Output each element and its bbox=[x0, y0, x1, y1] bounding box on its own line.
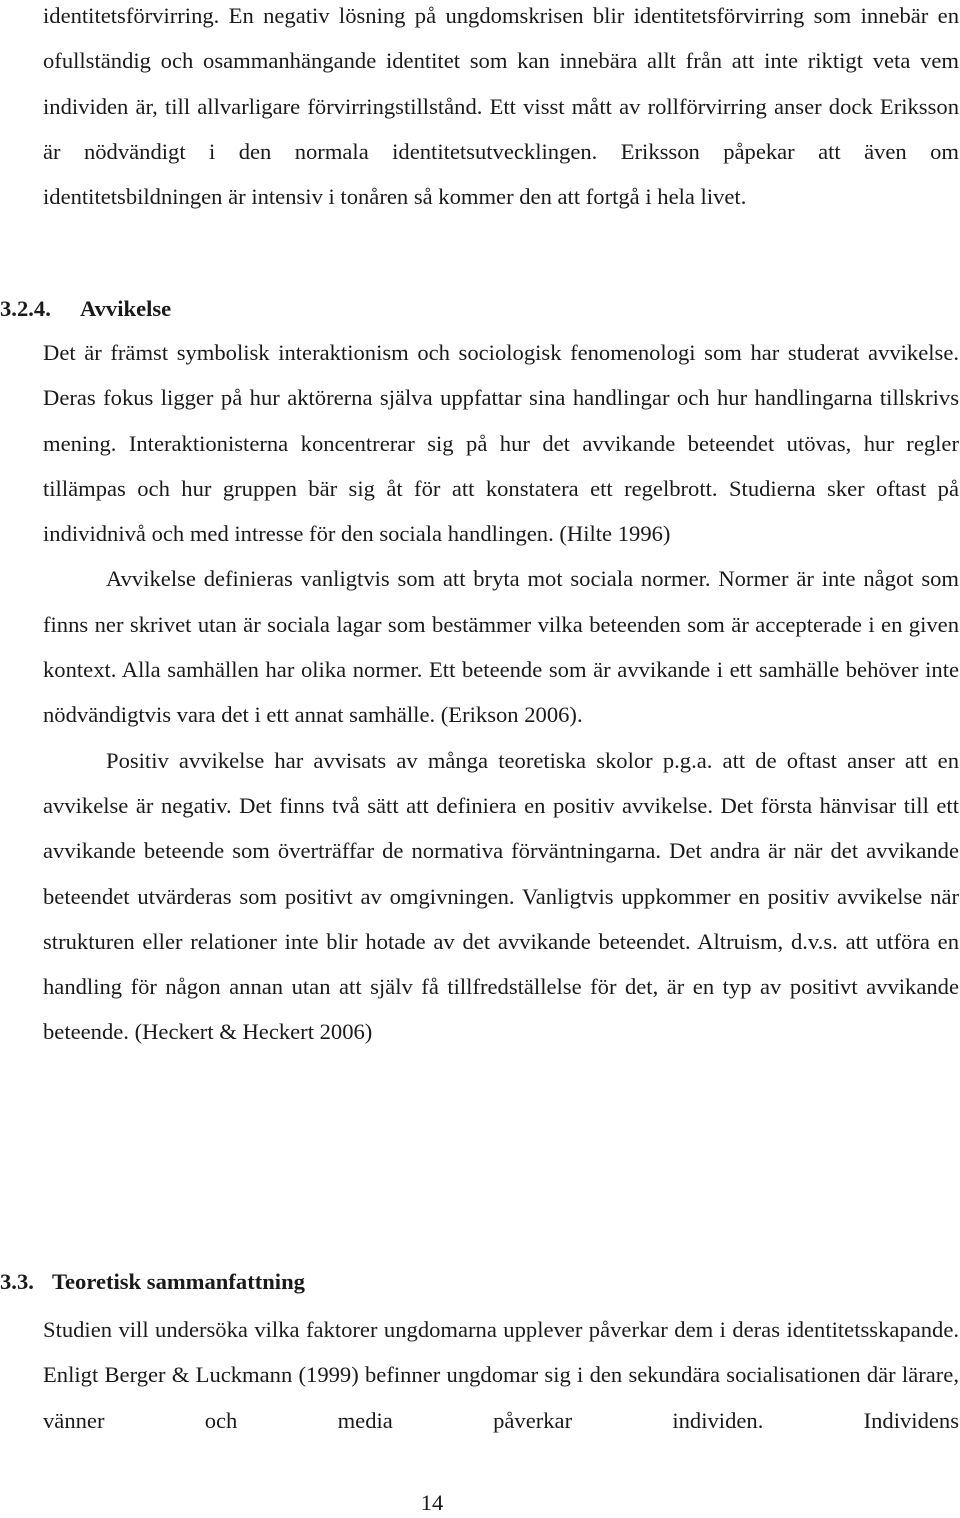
intro-block bbox=[43, 0, 959, 219]
avvikelse-paragraph-3: Positiv avvikelse har avvisats av många teoretiska skolor p.g.a. att de oftast anser att en avvikelse är negativ. Det finns två sätt att definiera en positiv avvikelse. Det första hänvisar till ett avvikande beteende som överträffar de normativa förväntningarna. Det andra är när det avvikande beteendet utvärderas som positivt av omgivningen. Vanligtvis uppkommer en positiv avvikelse när strukturen eller relationer inte blir hotade av det avvikande beteendet. Altruism, d.v.s. att utföra en handling för någon annan utan att själv få tillfredställelse för det, är en typ av positivt avvikande beteende. (Heckert & Heckert 2006) bbox=[43, 747, 959, 1045]
page-number bbox=[0, 1488, 960, 1518]
section-heading-avvikelse bbox=[0, 294, 171, 324]
section-title: Avvikelse bbox=[80, 296, 172, 321]
section-title: Teoretisk sammanfattning bbox=[52, 1269, 305, 1294]
intro-paragraph: identitetsförvirring. En negativ lösning på ungdomskrisen blir identitetsförvirring som innebär en ofullständig och osammanhängande identitet som kan innebära allt från att inte riktigt veta vem individen är, till allvarligare förvirringstillstånd. Ett visst mått av rollförvirring anser dock Eriksson är nödvändigt i den normala identitetsutvecklingen. Eriksson påpekar att även om identitetsbildningen är intensiv i tonåren så kommer den att fortgå i hela livet. bbox=[43, 3, 959, 210]
avvikelse-body bbox=[43, 330, 959, 1055]
section-number: 3.2.4. bbox=[0, 296, 51, 321]
section-number: 3.3. bbox=[0, 1269, 34, 1294]
section-heading-teoretisk-sammanfattning bbox=[0, 1267, 305, 1297]
avvikelse-paragraph-1: Det är främst symbolisk interaktionism och sociologisk fenomenologi som har studerat avvikelse. Deras fokus ligger på hur aktörerna själva uppfattar sina handlingar och hur handlingarna tillskrivs mening. Interaktionisterna koncentrerar sig på hur det avvikande beteendet utövas, hur regler tillämpas och hur gruppen bär sig åt för att konstatera ett regelbrott. Studierna sker oftast på individnivå och med intresse för den sociala handlingen. (Hilte 1996) bbox=[43, 340, 959, 547]
page-number-text: 14 bbox=[420, 1490, 444, 1515]
sammanfattning-paragraph: Studien vill undersöka vilka faktorer ungdomarna upplever påverkar dem i deras identitetsskapande. Enligt Berger & Luckmann (1999) befinner ungdomar sig i den sekundära socialisationen där lärare, vänner och media påverkar individen. Individens bbox=[43, 1317, 959, 1433]
sammanfattning-body bbox=[43, 1307, 959, 1443]
avvikelse-paragraph-2: Avvikelse definieras vanligtvis som att bryta mot sociala normer. Normer är inte något som finns ner skrivet utan är sociala lagar som bestämmer vilka beteenden som är accepterade i en given kontext. Alla samhällen har olika normer. Ett beteende som är avvikande i ett samhälle behöver inte nödvändigtvis vara det i ett annat samhälle. (Erikson 2006). bbox=[43, 566, 959, 728]
